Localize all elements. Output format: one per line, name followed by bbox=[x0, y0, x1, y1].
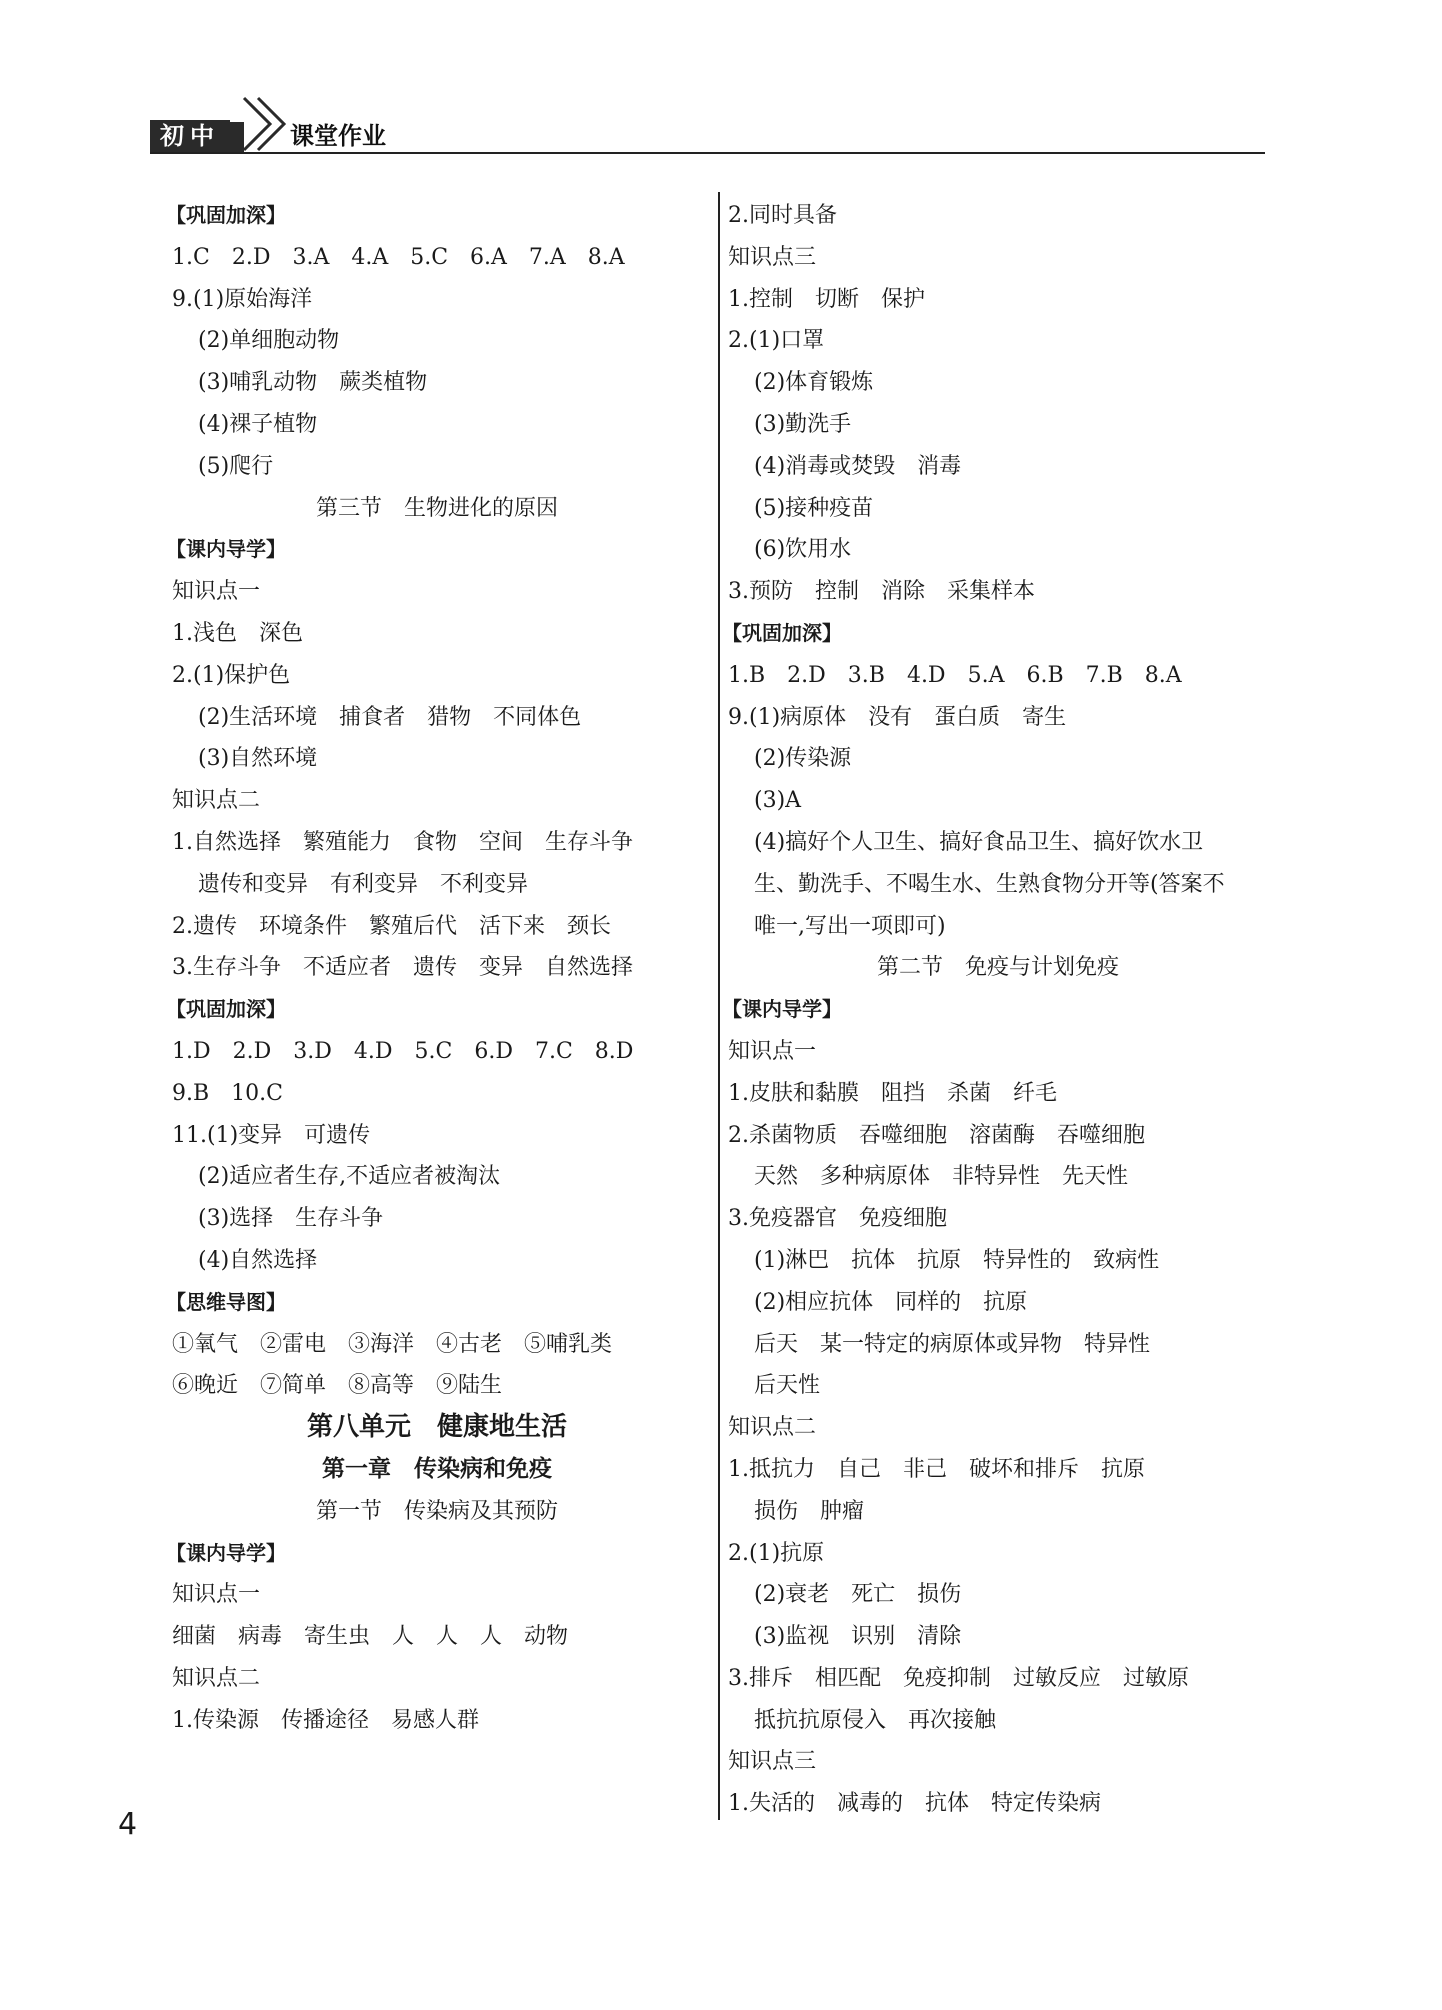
lesson-heading: 第二节 免疫与计划免疫 bbox=[876, 955, 1119, 981]
answer-line: 1.D 2.D 3.D 4.D 5.C 6.D 7.C 8.D bbox=[172, 1038, 634, 1064]
answer-line: ①氧气 ②雷电 ③海洋 ④古老 ⑤哺乳类 bbox=[172, 1331, 613, 1357]
answer-line: (3)选择 生存斗争 bbox=[198, 1206, 384, 1232]
answer-line: 知识点二 bbox=[172, 788, 261, 814]
lesson-heading: 第一节 传染病及其预防 bbox=[315, 1498, 558, 1524]
section-heading: 【课内导学】 bbox=[166, 1540, 286, 1565]
answer-line: (3)哺乳动物 蕨类植物 bbox=[198, 370, 428, 396]
answer-line: (4)裸子植物 bbox=[198, 411, 318, 437]
answer-line: 2.遗传 环境条件 繁殖后代 活下来 颈长 bbox=[172, 913, 611, 939]
section-heading: 【思维导图】 bbox=[166, 1289, 286, 1314]
answer-line: 抵抗抗原侵入 再次接触 bbox=[754, 1707, 997, 1733]
book-title: 课堂作业 bbox=[290, 122, 386, 150]
answer-line: 知识点一 bbox=[172, 579, 261, 605]
answer-line: 天然 多种病原体 非特异性 先天性 bbox=[754, 1164, 1129, 1190]
chapter-heading: 第一章 传染病和免疫 bbox=[322, 1455, 552, 1482]
column-divider bbox=[718, 192, 720, 1820]
answer-line: (5)爬行 bbox=[198, 453, 274, 479]
answer-line: 3.生存斗争 不适应者 遗传 变异 自然选择 bbox=[172, 955, 633, 981]
answer-line: 知识点二 bbox=[728, 1415, 817, 1441]
page-number: 4 bbox=[118, 1807, 138, 1842]
answer-line: 2.(1)保护色 bbox=[172, 662, 291, 688]
left-column bbox=[166, 195, 702, 1741]
header-rule bbox=[150, 152, 1265, 154]
answer-line: 11.(1)变异 可遗传 bbox=[172, 1122, 371, 1148]
answer-line: 损伤 肿瘤 bbox=[754, 1498, 865, 1524]
answer-line: (2)体育锻炼 bbox=[754, 370, 874, 396]
answer-line: 3.免疫器官 免疫细胞 bbox=[728, 1206, 947, 1232]
page-header bbox=[150, 92, 1265, 152]
answer-line: 2.同时具备 bbox=[728, 203, 837, 228]
answer-line: (2)相应抗体 同样的 抗原 bbox=[754, 1289, 1028, 1315]
answer-line: (3)勤洗手 bbox=[754, 411, 852, 437]
answer-line: (4)消毒或焚毁 消毒 bbox=[754, 453, 962, 479]
answer-line: 知识点二 bbox=[172, 1665, 261, 1691]
answer-line: (3)A bbox=[754, 788, 802, 814]
answer-line: 3.排斥 相匹配 免疫抑制 过敏反应 过敏原 bbox=[728, 1665, 1189, 1691]
answer-line: 2.(1)口罩 bbox=[728, 328, 825, 354]
answer-line: 1.传染源 传播途径 易感人群 bbox=[172, 1707, 479, 1733]
answer-line: 知识点一 bbox=[728, 1038, 817, 1064]
answer-line: (4)搞好个人卫生、搞好食品卫生、搞好饮水卫 bbox=[754, 829, 1204, 855]
section-heading: 【巩固加深】 bbox=[166, 203, 286, 227]
answer-line: (3)监视 识别 清除 bbox=[754, 1624, 962, 1650]
answer-line: 1.控制 切断 保护 bbox=[728, 286, 925, 312]
answer-line: 1.失活的 减毒的 抗体 特定传染病 bbox=[728, 1791, 1101, 1817]
answer-line: 生、勤洗手、不喝生水、生熟食物分开等(答案不 bbox=[754, 871, 1225, 897]
answer-line: 知识点一 bbox=[172, 1582, 261, 1608]
section-heading: 【巩固加深】 bbox=[166, 997, 286, 1022]
answer-line: ⑥晚近 ⑦简单 ⑧高等 ⑨陆生 bbox=[172, 1373, 503, 1399]
answer-line: 9.B 10.C bbox=[172, 1080, 283, 1106]
answer-line: 1.浅色 深色 bbox=[172, 620, 303, 646]
section-heading: 【巩固加深】 bbox=[722, 620, 842, 645]
answer-line: (2)生活环境 捕食者 猎物 不同体色 bbox=[198, 704, 582, 730]
answer-line: (2)单细胞动物 bbox=[198, 328, 340, 354]
answer-line: 细菌 病毒 寄生虫 人 人 人 动物 bbox=[172, 1624, 569, 1650]
answer-line: 知识点三 bbox=[728, 1749, 817, 1775]
answer-line: (2)适应者生存,不适应者被淘汰 bbox=[198, 1164, 501, 1190]
answer-line: (2)衰老 死亡 损伤 bbox=[754, 1582, 962, 1608]
answer-line: 知识点三 bbox=[728, 244, 817, 270]
answer-line: 2.(1)抗原 bbox=[728, 1540, 825, 1566]
level-badge: 初中 bbox=[150, 120, 230, 152]
answer-line: 唯一,写出一项即可) bbox=[754, 913, 946, 939]
answer-line: (3)自然环境 bbox=[198, 746, 318, 772]
answer-line: 1.皮肤和黏膜 阻挡 杀菌 纤毛 bbox=[728, 1080, 1057, 1106]
right-column bbox=[722, 195, 1268, 1825]
answer-line: (5)接种疫苗 bbox=[754, 495, 874, 521]
answer-line: 遗传和变异 有利变异 不利变异 bbox=[198, 871, 529, 897]
answer-line: 3.预防 控制 消除 采集样本 bbox=[728, 579, 1035, 605]
section-heading: 【课内导学】 bbox=[166, 537, 286, 562]
answer-line: 9.(1)原始海洋 bbox=[172, 286, 313, 312]
section-heading: 【课内导学】 bbox=[722, 997, 842, 1022]
answer-line: (6)饮用水 bbox=[754, 537, 852, 563]
unit-heading: 第八单元 健康地生活 bbox=[306, 1412, 567, 1443]
answer-line: (4)自然选择 bbox=[198, 1247, 318, 1273]
answer-line: (1)淋巴 抗体 抗原 特异性的 致病性 bbox=[754, 1247, 1160, 1273]
answer-line: 后天 某一特定的病原体或异物 特异性 bbox=[754, 1331, 1151, 1357]
answer-line: 2.杀菌物质 吞噬细胞 溶菌酶 吞噬细胞 bbox=[728, 1122, 1145, 1148]
answer-line: 1.抵抗力 自己 非己 破坏和排斥 抗原 bbox=[728, 1456, 1145, 1482]
answer-line: 后天性 bbox=[754, 1373, 821, 1399]
answer-line: (2)传染源 bbox=[754, 746, 852, 772]
answer-line: 1.C 2.D 3.A 4.A 5.C 6.A 7.A 8.A bbox=[172, 244, 625, 270]
answer-line: 9.(1)病原体 没有 蛋白质 寄生 bbox=[728, 704, 1067, 730]
lesson-heading: 第三节 生物进化的原因 bbox=[315, 495, 558, 521]
answer-line: 1.B 2.D 3.B 4.D 5.A 6.B 7.B 8.A bbox=[728, 662, 1182, 688]
answer-line: 1.自然选择 繁殖能力 食物 空间 生存斗争 bbox=[172, 829, 633, 855]
